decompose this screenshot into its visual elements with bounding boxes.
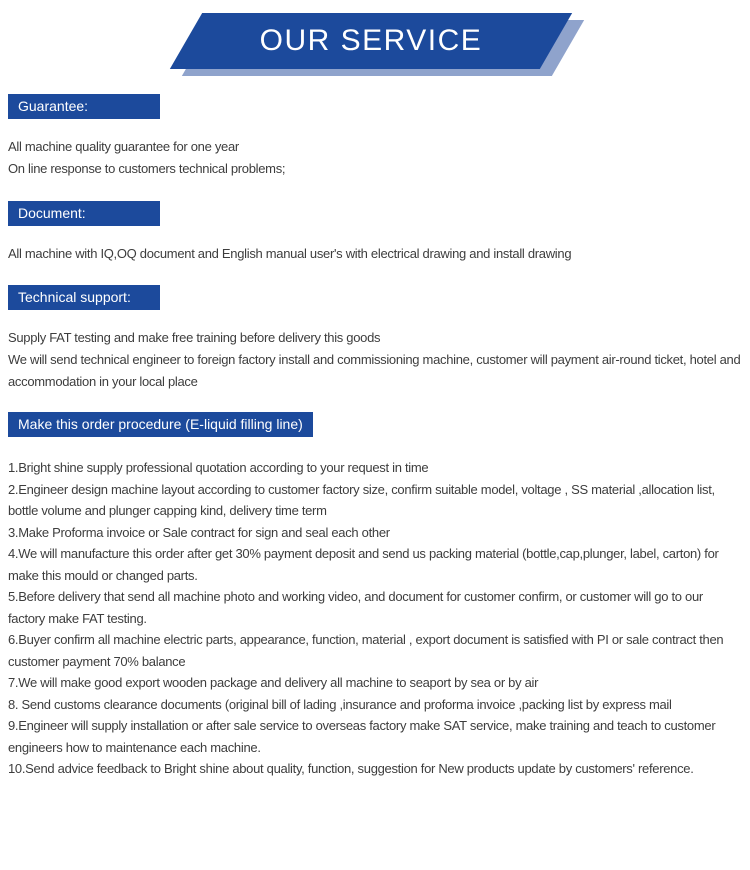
body-line: We will send technical engineer to foreign factory install and commissioning machine, customer will payment air-round ticket, hotel and accommodation in your local place	[8, 352, 741, 389]
body-line: On line response to customers technical problems;	[8, 161, 286, 176]
section-heading-document: Document:	[8, 201, 160, 226]
list-item: 1.Bright shine supply professional quotation according to your request in time	[8, 460, 429, 475]
list-item: 2.Engineer design machine layout according to customer factory size, confirm suitable model, voltage , SS material ,allocation list, bottle volume and plunger capping kind, delivery time term	[8, 481, 715, 518]
body-line: All machine with IQ,OQ document and English manual user's with electrical drawing and install drawing	[8, 246, 572, 261]
body-line: All machine quality guarantee for one year	[8, 139, 239, 154]
guarantee-text	[8, 136, 742, 180]
list-item: 9.Engineer will supply installation or after sale service to overseas factory make SAT service, make training and teach to customer engineers how to maintenance each machine.	[8, 718, 716, 755]
service-banner	[186, 13, 556, 69]
list-item: 3.Make Proforma invoice or Sale contract for sign and seal each other	[8, 524, 390, 540]
section-heading-guarantee: Guarantee:	[8, 94, 160, 119]
list-item: 5.Before delivery that send all machine photo and working video, and document for customer confirm, or customer will go to our factory make FAT testing.	[8, 589, 703, 626]
list-item: 6.Buyer confirm all machine electric parts, appearance, function, material , export document is satisfied with PI or sale contract then customer payment 70% balance	[8, 632, 724, 669]
document-text	[8, 243, 742, 265]
section-heading-technical-support: Technical support:	[8, 285, 160, 310]
technical-support-text	[8, 327, 742, 393]
list-item: 8. Send customs clearance documents (original bill of lading ,insurance and proforma invoice ,packing list by express mail	[8, 696, 672, 712]
order-procedure-list	[8, 457, 742, 825]
list-item: 10.Send advice feedback to Bright shine about quality, function, suggestion for New products update by customers' reference.	[8, 761, 694, 776]
list-item: 4.We will manufacture this order after get 30% payment deposit and send us packing material (bottle,cap,plunger, label, carton) for make this mould or changed parts.	[8, 546, 719, 583]
body-line: Supply FAT testing and make free training before delivery this goods	[8, 330, 381, 345]
list-item: 7.We will make good export wooden package and delivery all machine to seaport by sea or by air	[8, 675, 539, 690]
section-heading-order-procedure: Make this order procedure (E-liquid filling line)	[8, 412, 313, 437]
banner-title: OUR SERVICE	[259, 24, 483, 57]
